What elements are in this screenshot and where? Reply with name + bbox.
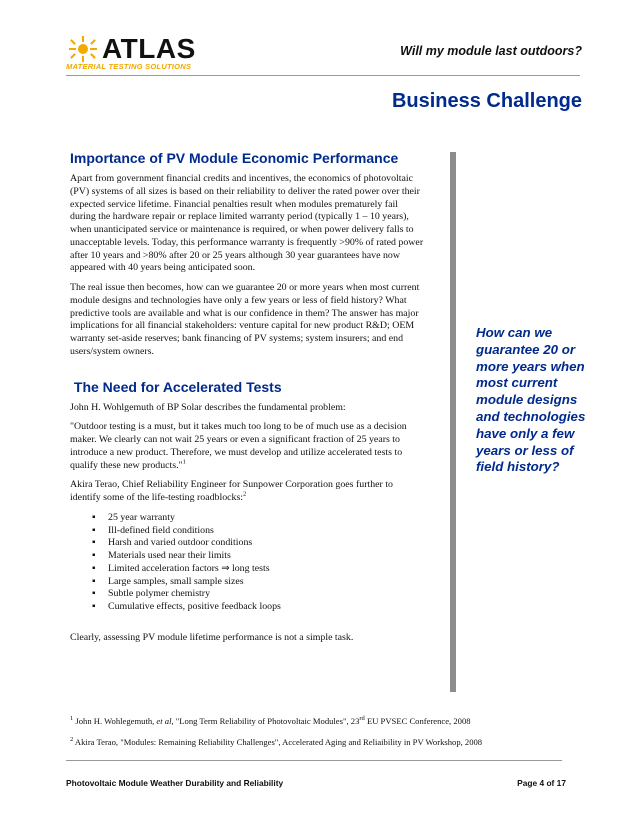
sun-burst-icon — [66, 36, 100, 62]
main-column — [70, 150, 426, 652]
footnote-text: EU PVSEC Conference, 2008 — [364, 716, 471, 726]
footnote-text: , "Long Term Reliability of Photovoltaic Modules", 23 — [171, 716, 360, 726]
paragraph: John H. Wohlgemuth of BP Solar describes the fundamental problem: — [70, 401, 346, 413]
list-item: ▪ Harsh and varied outdoor conditions — [92, 537, 426, 550]
footer-document-title: Photovoltaic Module Weather Durability and Reliability — [66, 778, 284, 788]
footnote-text: Akira Terao, "Modules: Remaining Reliability Challenges", Accelerated Aging and Reliaibility in PV Workshop, 2008 — [73, 737, 483, 747]
list-item: ▪ Ill-defined field conditions — [92, 525, 426, 538]
heading-accelerated-tests: The Need for Accelerated Tests — [70, 378, 282, 395]
section-title: Business Challenge — [391, 90, 582, 112]
list-item: ▪ Materials used near their limits — [92, 550, 426, 563]
paragraph: The real issue then becomes, how can we guarantee 20 or more years when most current module designs and technologies have only a few years or less of field history? What predictive tools are available and what is our confidence in them? The answer has major implications for all financial stakeholders: venture capital for new product R&D; OEM warranty set-aside reserves; bank financing of PV systems; system insurers; and end users/system owners. — [70, 282, 420, 357]
list-item: ▪ Limited acceleration factors ⇒ long tests — [92, 563, 426, 576]
paragraph-text: Akira Terao, Chief Reliability Engineer for Sunpower Corporation goes further to identify some of the life-testing roadblocks: — [70, 479, 393, 503]
paragraph — [70, 479, 426, 505]
quote-paragraph — [70, 421, 426, 472]
footer-rule — [66, 760, 562, 761]
list-item: ▪ Subtle polymer chemistry — [92, 588, 426, 601]
footnote-number: 2 — [70, 736, 74, 744]
footnote-ref: 2 — [243, 490, 247, 498]
footnote-1 — [70, 716, 471, 727]
footnote-number: 1 — [70, 715, 74, 723]
header-rule — [66, 75, 580, 76]
closing-paragraph: Clearly, assessing PV module lifetime performance is not a simple task. — [70, 631, 354, 643]
roadblock-list — [70, 512, 426, 614]
list-item: ▪ 25 year warranty — [92, 512, 426, 525]
list-item: ▪ Large samples, small sample sizes — [92, 576, 426, 589]
footnote-2 — [70, 737, 482, 748]
logo-wordmark: ATLAS — [102, 33, 196, 64]
footnote-italic: et al — [156, 716, 172, 726]
quote-text: "Outdoor testing is a must, but it takes much too long to be of much use as a decision maker. We clearly can not wait 25 years or even a significant fraction of 25 years to introduce a new product. Therefore, we must develop and utilize accelerated tests to qualify these new products." — [70, 421, 407, 471]
heading-economic-performance: Importance of PV Module Economic Performance — [70, 150, 399, 166]
list-item: ▪ Cumulative effects, positive feedback loops — [92, 601, 426, 614]
header-title: Will my module last outdoors? — [400, 44, 582, 58]
page-number: Page 4 of 17 — [517, 778, 566, 788]
pull-quote: How can we guarantee 20 or more years when most current module designs and technologies have only a few years or less of field history? — [476, 325, 586, 475]
column-divider — [450, 152, 456, 692]
footnote-text: John H. Wohlegemuth, — [73, 716, 157, 726]
ordinal-suffix: rd — [359, 715, 365, 723]
footnote-ref: 1 — [182, 458, 186, 466]
paragraph: Apart from government financial credits and incentives, the economics of photovoltaic (PV) systems of all sizes is based on their reliability to deliver the rated power over their expected service lifetime. Financial penalties result when modules prematurely fail during the hardware repair or replace limited warranty period (typically 1 – 10 years), when unanticipated service or maintenance is required, or when power delivery falls to unacceptable levels. Today, this performance warranty is frequently >90% of rated power after 10 years and >80% after 20 or 25 years although 30 year guarantees have now appeared with 40 years being anticipated soon. — [70, 173, 424, 274]
logo-tagline: MATERIAL TESTING SOLUTIONS — [66, 62, 192, 71]
atlas-logo — [66, 33, 226, 72]
